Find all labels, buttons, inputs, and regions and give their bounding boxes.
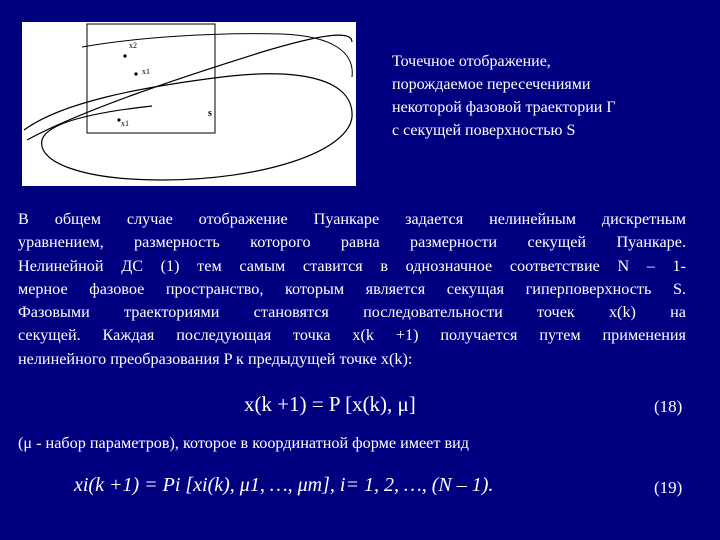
label-x1b: x1 (121, 119, 129, 128)
figure-caption (392, 50, 702, 142)
point-x2 (123, 54, 126, 57)
label-s: s (208, 108, 212, 119)
caption-line: некоторой фазовой траектории Г (392, 99, 616, 116)
poincare-diagram (22, 22, 356, 186)
paragraph-line: Нелинейной ДС (1) тем самым ставится в однозначное соответствие N – 1- (18, 256, 686, 275)
section-surface-rect (87, 24, 215, 133)
equation-19: xi(k +1) = Pi [xi(k), μ1, …, μm], i= 1, 2, …, (N – 1). (74, 474, 494, 496)
label-x1: x1 (142, 67, 150, 76)
paragraph-line: В общем случае отображение Пуанкаре задается нелинейным дискретным (18, 210, 686, 228)
caption-line: с секущей поверхностью S (392, 122, 576, 139)
body-paragraph (18, 208, 686, 371)
paragraph-line: Фазовыми траекториями становятся последовательности точек x(k) на (18, 303, 686, 322)
parameters-line: (μ - набор параметров), которое в координатной форме имеет вид (18, 434, 470, 452)
equation-19-number: (19) (654, 478, 683, 497)
caption-line: Точечное отображение, (392, 53, 551, 70)
paragraph-line: секущей. Каждая последующая точка x(k +1) получается путем применения (18, 326, 686, 345)
caption-line: порождаемое пересечениями (392, 76, 591, 93)
point-x1 (134, 72, 137, 75)
paragraph-line: уравнением, размерность которого равна размерности секущей Пуанкаре. (18, 233, 686, 252)
trajectory-curve-upper (27, 35, 352, 140)
trajectory-curve-top (82, 34, 352, 77)
paragraph-line: мерное фазовое пространство, которым является секущая гиперповерхность S. (18, 279, 686, 298)
trajectory-curve-loop (24, 74, 352, 180)
equation-18: x(k +1) = P [x(k), μ] (244, 392, 416, 416)
poincare-section-figure (22, 22, 356, 186)
equation-18-number: (18) (654, 397, 683, 416)
paragraph-line: нелинейного преобразования P к предыдущей точке x(k): (18, 349, 413, 368)
label-x2: x2 (129, 41, 137, 50)
